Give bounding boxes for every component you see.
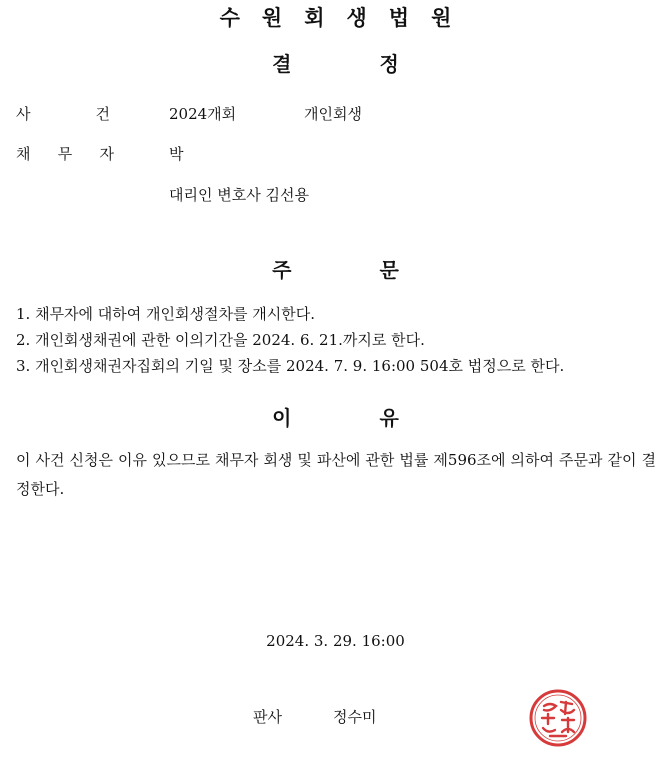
case-label-char: 건 — [95, 105, 110, 123]
case-label-char: 사 — [16, 105, 31, 123]
case-number: 2024개회 — [169, 105, 237, 123]
reason-heading — [0, 402, 671, 431]
judge-name: 정수미 — [333, 708, 377, 726]
order-item: 1. 채무자에 대하여 개인회생절차를 개시한다. — [16, 305, 315, 323]
decision-date: 2024. 3. 29. 16:00 — [266, 632, 405, 650]
reason-text: 이 사건 신청은 이유 있으므로 채무자 회생 및 파산에 관한 법률 제596조에 의하여 주문과 같이 결정한다. — [16, 451, 656, 498]
decision-heading — [0, 48, 671, 77]
court-seal-icon — [528, 688, 588, 748]
debtor-label-char: 채 — [16, 145, 31, 163]
court-name: 수원회생법원 — [219, 6, 474, 30]
debtor-agent: 대리인 변호사 김선용 — [169, 186, 309, 204]
debtor-label — [16, 143, 114, 164]
order-heading — [0, 254, 671, 283]
decision-heading-char1: 결 — [272, 52, 292, 76]
decision-heading-char2: 정 — [379, 52, 399, 76]
debtor-name: 박 — [169, 145, 184, 163]
debtor-label-char: 자 — [99, 145, 114, 163]
reason-heading-char1: 이 — [272, 406, 292, 430]
order-item: 2. 개인회생채권에 관한 이의기간을 2024. 6. 21.까지로 한다. — [16, 331, 425, 349]
case-type: 개인회생 — [304, 105, 362, 123]
case-label — [16, 103, 110, 124]
order-heading-char1: 주 — [272, 258, 292, 282]
judge-title: 판사 — [253, 708, 282, 726]
reason-heading-char2: 유 — [379, 406, 399, 430]
order-heading-char2: 문 — [379, 258, 399, 282]
debtor-label-char: 무 — [57, 145, 73, 163]
order-item: 3. 개인회생채권자집회의 기일 및 장소를 2024. 7. 9. 16:00 504호 법정으로 한다. — [16, 357, 565, 375]
